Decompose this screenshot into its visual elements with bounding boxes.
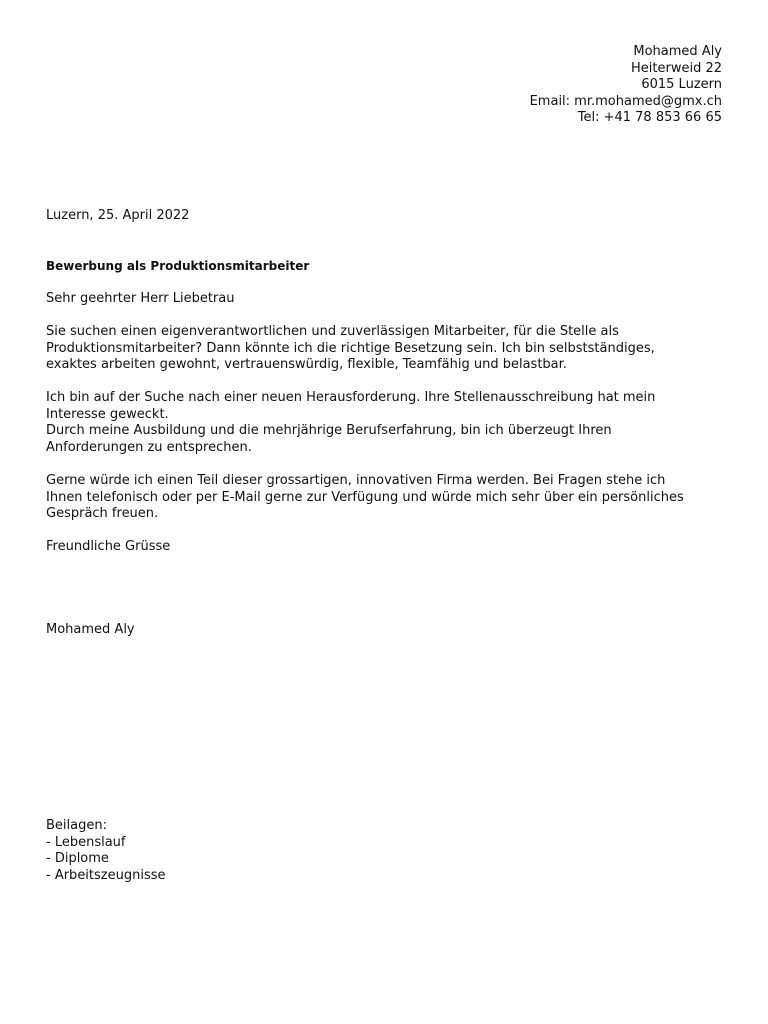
- letter-closing: Freundliche Grüsse: [46, 539, 171, 554]
- paragraph-line: Ihnen telefonisch oder per E-Mail gerne zur Verfügung und würde mich sehr über ein persönliches: [46, 489, 684, 505]
- paragraph-intro: [46, 324, 726, 374]
- attachment-item: - Arbeitszeugnisse: [46, 867, 166, 883]
- sender-street: Heiterweid 22: [631, 60, 722, 76]
- letter-subject: Bewerbung als Produktionsmitarbeiter: [46, 259, 310, 273]
- letter-salutation: Sehr geehrter Herr Liebetrau: [46, 291, 235, 306]
- letter-date: Luzern, 25. April 2022: [46, 208, 190, 223]
- paragraph-line: Gerne würde ich einen Teil dieser grossartigen, innovativen Firma werden. Bei Fragen stehe ich: [46, 473, 666, 488]
- paragraph-line: Gespräch freuen.: [46, 506, 159, 521]
- sender-city: 6015 Luzern: [641, 77, 722, 92]
- paragraph-line: Ich bin auf der Suche nach einer neuen Herausforderung. Ihre Stellenausschreibung hat mein: [46, 390, 656, 405]
- sender-email: Email: mr.mohamed@gmx.ch: [529, 93, 722, 109]
- paragraph-line: Anforderungen zu entsprechen.: [46, 439, 252, 455]
- paragraph-line: Produktionsmitarbeiter? Dann könnte ich die richtige Besetzung sein. Ich bin selbstständiges,: [46, 340, 655, 356]
- paragraph-line: exaktes arbeiten gewohnt, vertrauenswürdig, flexible, Teamfähig und belastbar.: [46, 357, 567, 372]
- attachment-item: - Lebenslauf: [46, 834, 126, 850]
- sender-address: [362, 44, 722, 127]
- paragraph-line: Interesse geweckt.: [46, 406, 169, 422]
- sender-phone: Tel: +41 78 853 66 65: [577, 110, 722, 125]
- letter-signature: Mohamed Aly: [46, 622, 135, 637]
- attachment-item: - Diplome: [46, 851, 109, 866]
- attachments-title: Beilagen:: [46, 818, 107, 833]
- paragraph-closing-text: [46, 473, 726, 523]
- paragraph-motivation: [46, 390, 726, 456]
- paragraph-line: Sie suchen einen eigenverantwortlichen und zuverlässigen Mitarbeiter, für die Stelle als: [46, 324, 619, 339]
- attachments-list: [46, 818, 166, 884]
- paragraph-line: Durch meine Ausbildung und die mehrjährige Berufserfahrung, bin ich überzeugt Ihren: [46, 423, 612, 438]
- sender-name: Mohamed Aly: [633, 44, 722, 59]
